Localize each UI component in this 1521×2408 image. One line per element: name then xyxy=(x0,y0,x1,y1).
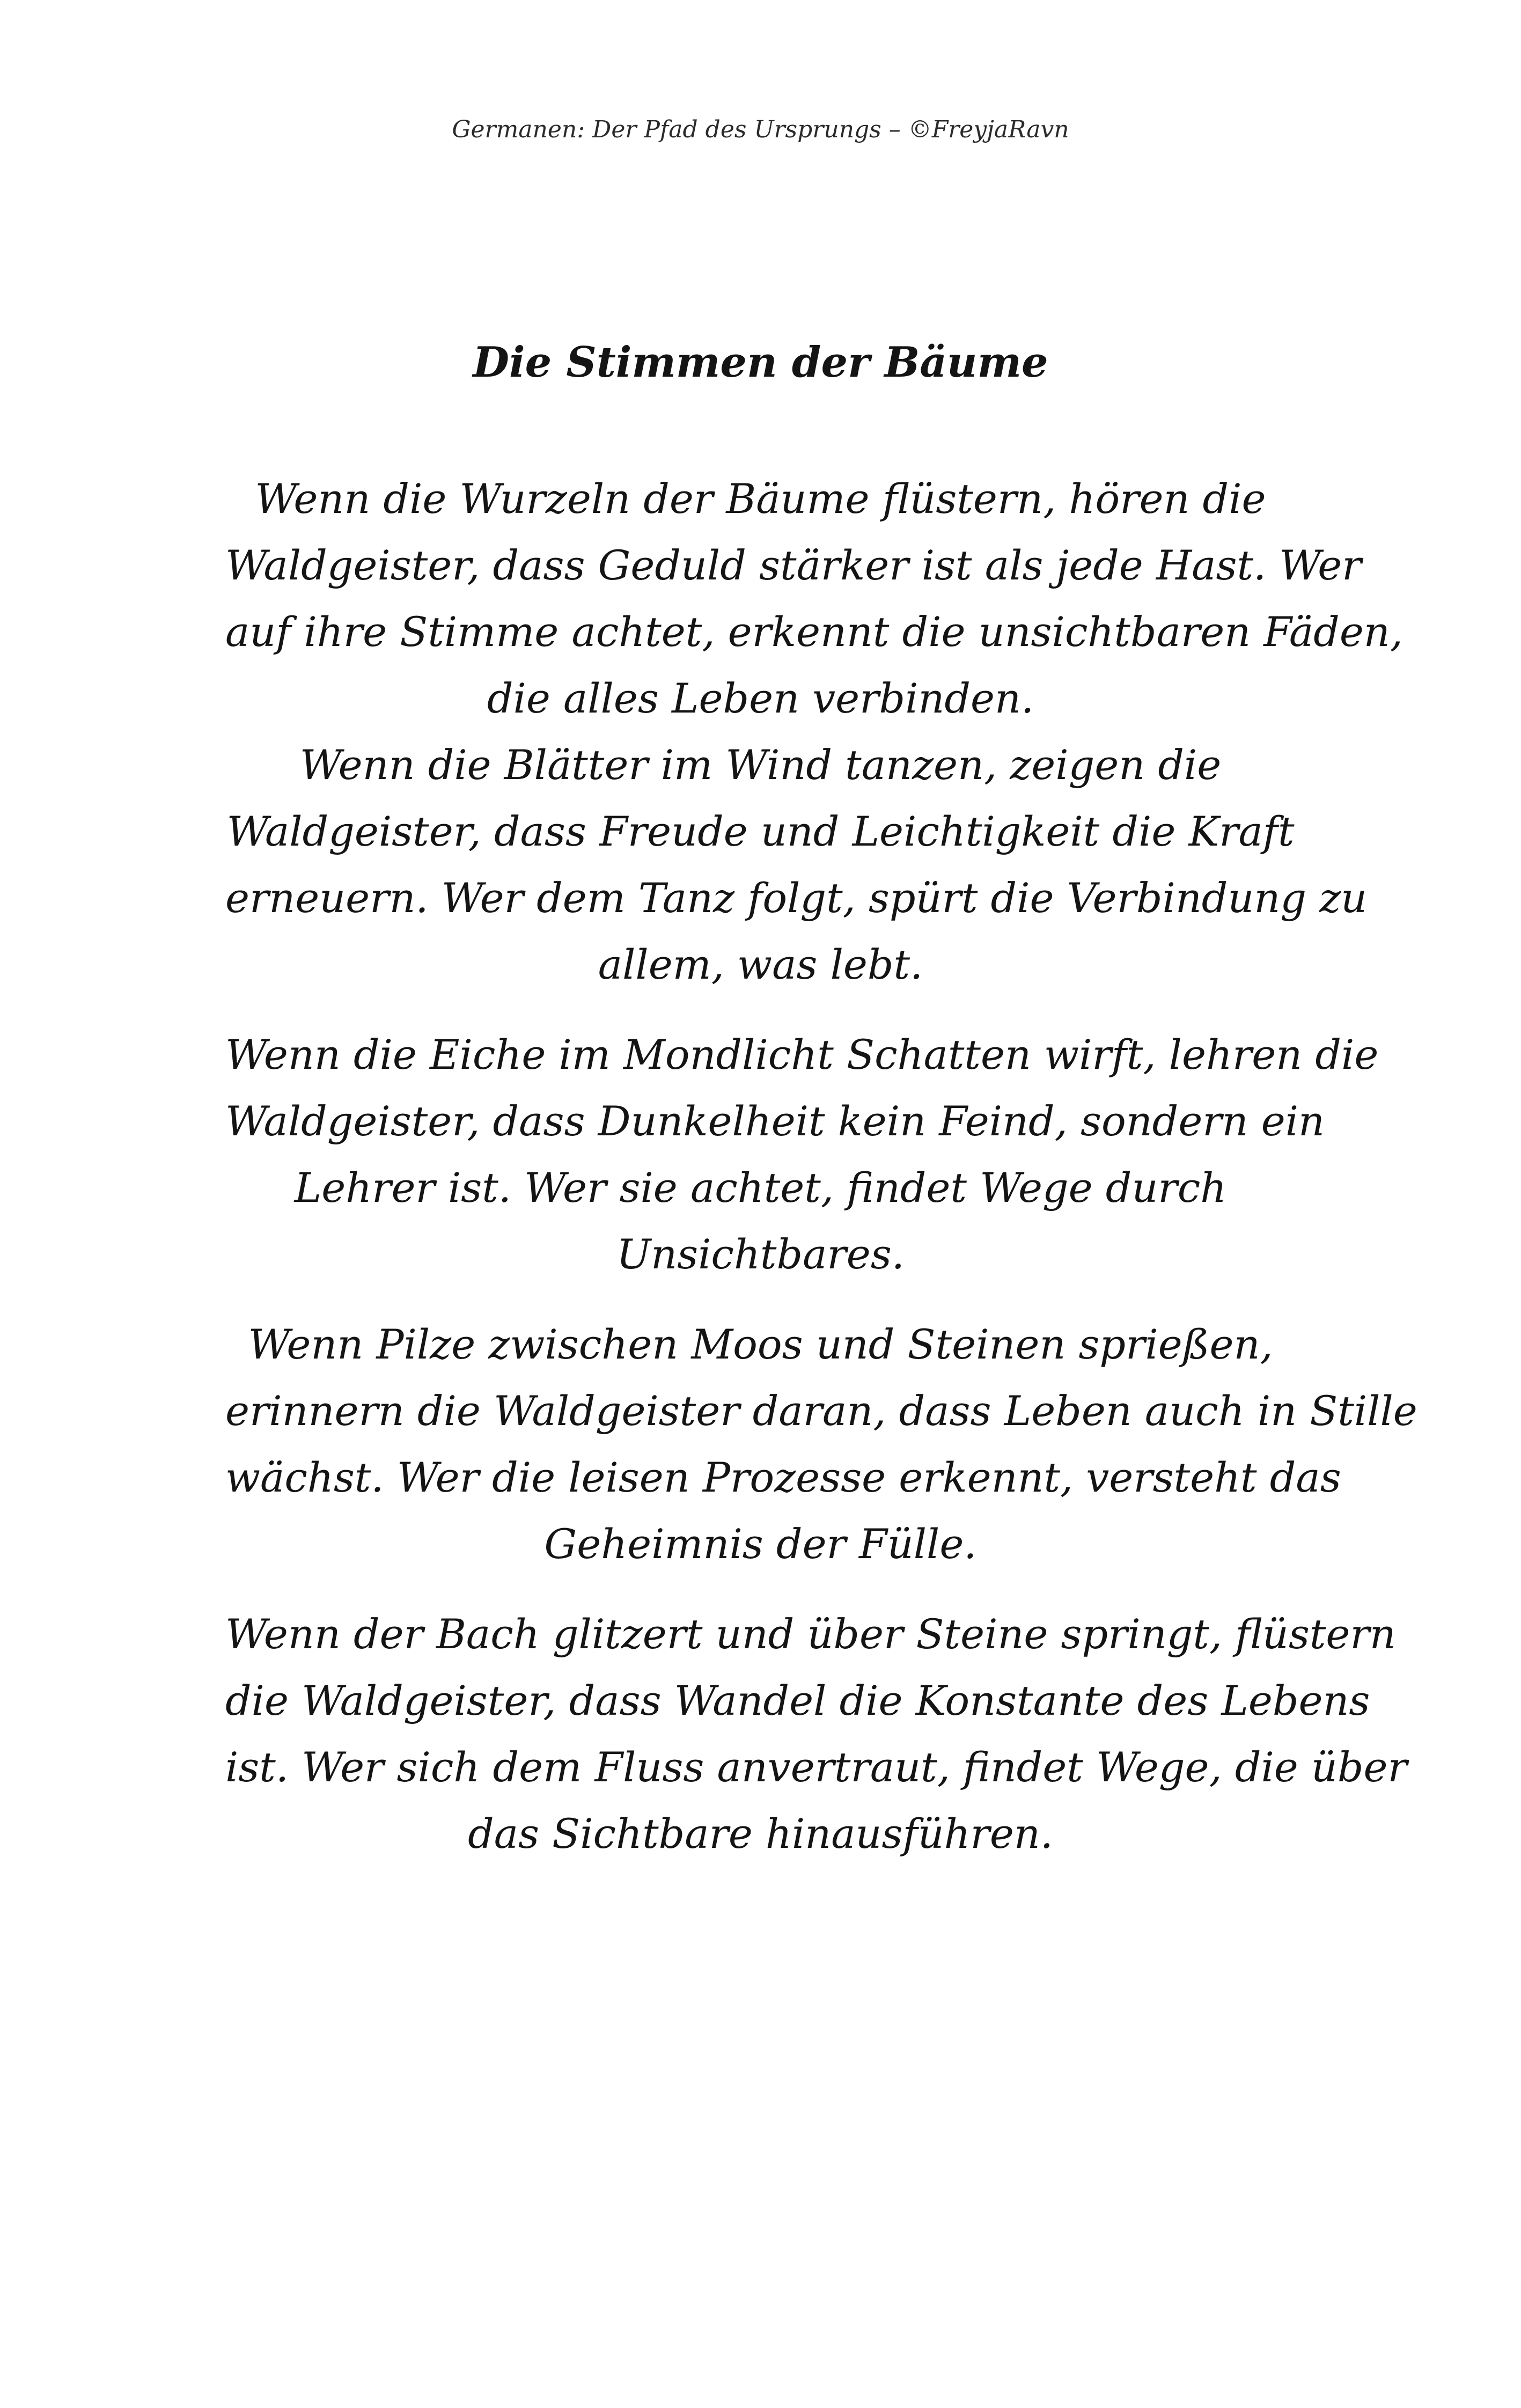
text-line: wächst. Wer die leisen Prozesse erkennt, versteht das xyxy=(225,1453,1341,1501)
text-line: die alles Leben verbinden. xyxy=(487,674,1034,722)
text-line: Wenn Pilze zwischen Moos und Steinen sprießen, xyxy=(248,1320,1273,1368)
paragraph-2 xyxy=(225,1022,1379,1288)
text-line: Wenn die Blätter im Wind tanzen, zeigen die xyxy=(299,741,1222,789)
text-line: erneuern. Wer dem Tanz folgt, spürt die Verbindung zu xyxy=(225,874,1368,922)
text-line: Lehrer ist. Wer sie achtet, findet Wege durch xyxy=(294,1164,1227,1212)
text-line: Wenn der Bach glitzert und über Steine springt, flüstern xyxy=(225,1610,1396,1658)
text-line: die Waldgeister, dass Wandel die Konstante des Lebens xyxy=(225,1677,1370,1724)
text-line: erinnern die Waldgeister daran, dass Leben auch in Stille xyxy=(225,1387,1417,1435)
text-line: ist. Wer sich dem Fluss anvertraut, findet Wege, die über xyxy=(225,1743,1407,1791)
paragraph-4 xyxy=(225,1601,1407,1867)
text-line: Wenn die Eiche im Mondlicht Schatten wirft, lehren die xyxy=(225,1031,1379,1078)
page-title: Die Stimmen der Bäume xyxy=(473,338,1048,387)
body-text xyxy=(225,466,1417,1891)
paragraph-3 xyxy=(225,1311,1417,1577)
paragraph-1 xyxy=(225,466,1403,998)
text-line: auf ihre Stimme achtet, erkennt die unsichtbaren Fäden, xyxy=(225,608,1403,656)
text-line: Wenn die Wurzeln der Bäume flüstern, hören die xyxy=(255,475,1266,523)
text-line: Unsichtbares. xyxy=(616,1230,905,1278)
text-line: Waldgeister, dass Dunkelheit kein Feind, sondern ein xyxy=(225,1097,1325,1145)
text-line: Geheimnis der Fülle. xyxy=(544,1520,977,1568)
text-line: Waldgeister, dass Geduld stärker ist als jede Hast. Wer xyxy=(225,541,1362,589)
text-line: Waldgeister, dass Freude und Leichtigkeit die Kraft xyxy=(226,807,1295,855)
running-header: Germanen: Der Pfad des Ursprungs – ©FreyjaRavn xyxy=(452,116,1069,143)
text-line: allem, was lebt. xyxy=(598,941,923,988)
text-line: das Sichtbare hinausführen. xyxy=(468,1810,1053,1858)
